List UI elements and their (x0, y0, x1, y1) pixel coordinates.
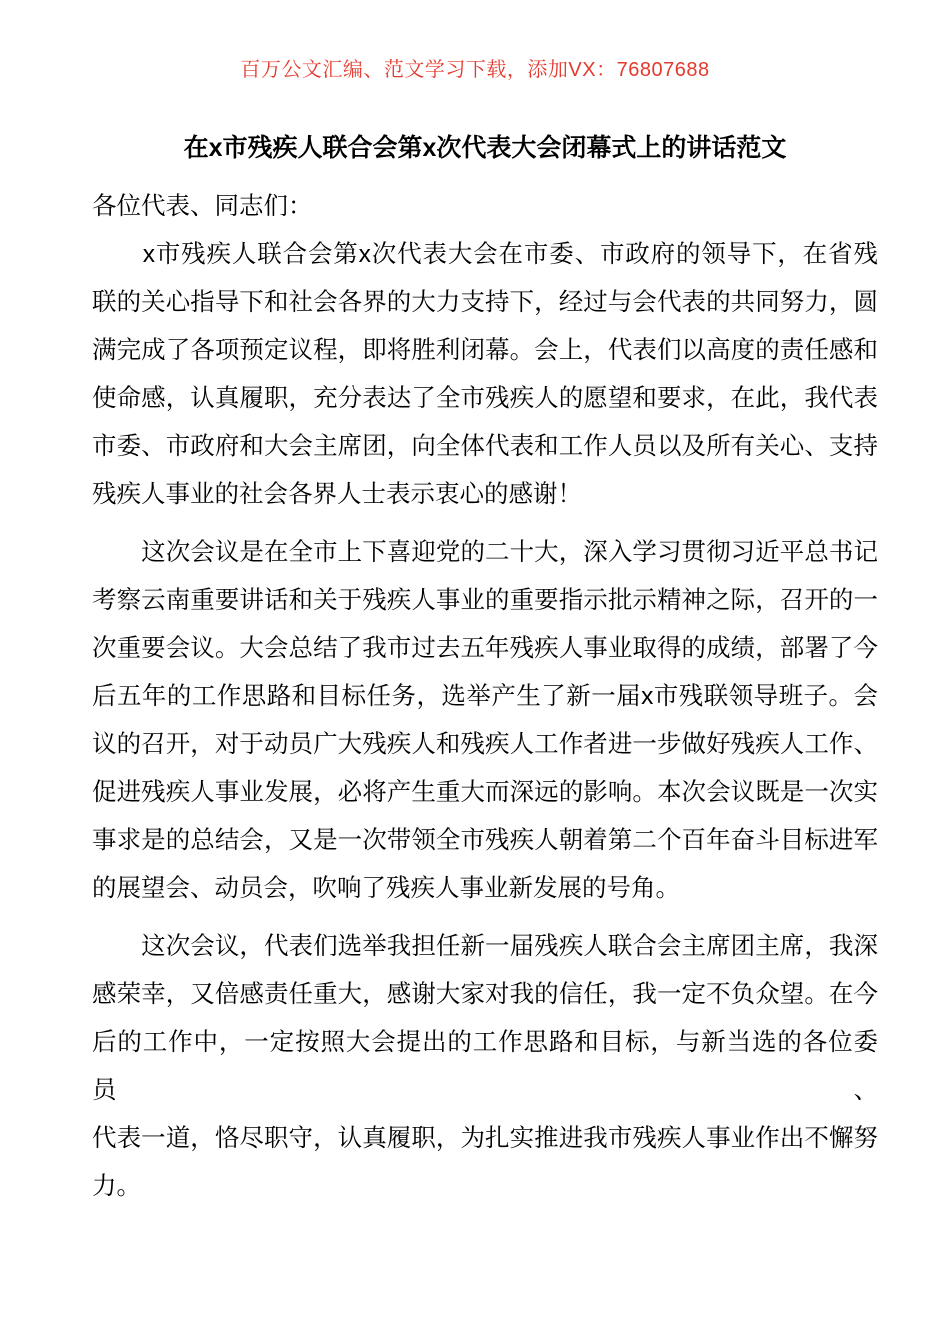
document-body (0, 167, 950, 1211)
paragraph-line: 促进残疾人事业发展，必将产生重大而深远的影响。本次会议既是一次实 (92, 779, 878, 806)
paragraph (92, 529, 878, 913)
document-title: 在x市残疾人联合会第x次代表大会闭幕式上的讲话范文 (183, 134, 787, 162)
paragraph-line: 议的召开，对于动员广大残疾人和残疾人工作者进一步做好残疾人工作、 (92, 731, 878, 758)
paragraph-line: 考察云南重要讲话和关于残疾人事业的重要指示批示精神之际，召开的一 (92, 587, 878, 614)
paragraph-line: 市委、市政府和大会主席团，向全体代表和工作人员以及所有关心、支持 (92, 433, 878, 460)
paragraph-line: 力。 (92, 1173, 141, 1200)
paragraph-line: 满完成了各项预定议程，即将胜利闭幕。会上，代表们以高度的责任感和 (92, 337, 878, 364)
paragraph-line: 这次会议是在全市上下喜迎党的二十大，深入学习贯彻习近平总书记 (92, 539, 878, 566)
paragraph-line: 感荣幸，又倍感责任重大，感谢大家对我的信任，我一定不负众望。在今 (92, 981, 878, 1008)
paragraph (92, 923, 878, 1211)
paragraph-line: 后的工作中，一定按照大会提出的工作思路和目标，与新当选的各位委员、 (92, 1029, 878, 1104)
paragraph-line: 事求是的总结会，又是一次带领全市残疾人朝着第二个百年奋斗目标进军 (92, 827, 878, 854)
paragraph-line: 代表一道，恪尽职守，认真履职，为扎实推进我市残疾人事业作出不懈努 (92, 1125, 878, 1152)
paragraph-line: x市残疾人联合会第x次代表大会在市委、市政府的领导下，在省残 (92, 241, 878, 268)
paragraph-line: 残疾人事业的社会各界人士表示衷心的感谢！ (92, 481, 582, 508)
paragraph-line: 联的关心指导下和社会各界的大力支持下，经过与会代表的共同努力，圆 (92, 289, 878, 316)
salutation: 各位代表、同志们： (92, 193, 313, 220)
paragraph-line: 这次会议，代表们选举我担任新一届残疾人联合会主席团主席，我深 (92, 933, 878, 960)
paragraph (92, 231, 878, 519)
promo-header-note: 百万公文汇编、范文学习下载，添加VX：76807688 (240, 59, 710, 81)
paragraph-line: 后五年的工作思路和目标任务，选举产生了新一届x市残联领导班子。会 (92, 683, 878, 710)
document-paragraphs (92, 231, 878, 1211)
paragraph-line: 次重要会议。大会总结了我市过去五年残疾人事业取得的成绩，部署了今 (92, 635, 878, 662)
paragraph-line: 使命感，认真履职，充分表达了全市残疾人的愿望和要求，在此，我代表 (92, 385, 878, 412)
paragraph-line: 的展望会、动员会，吹响了残疾人事业新发展的号角。 (92, 875, 680, 902)
